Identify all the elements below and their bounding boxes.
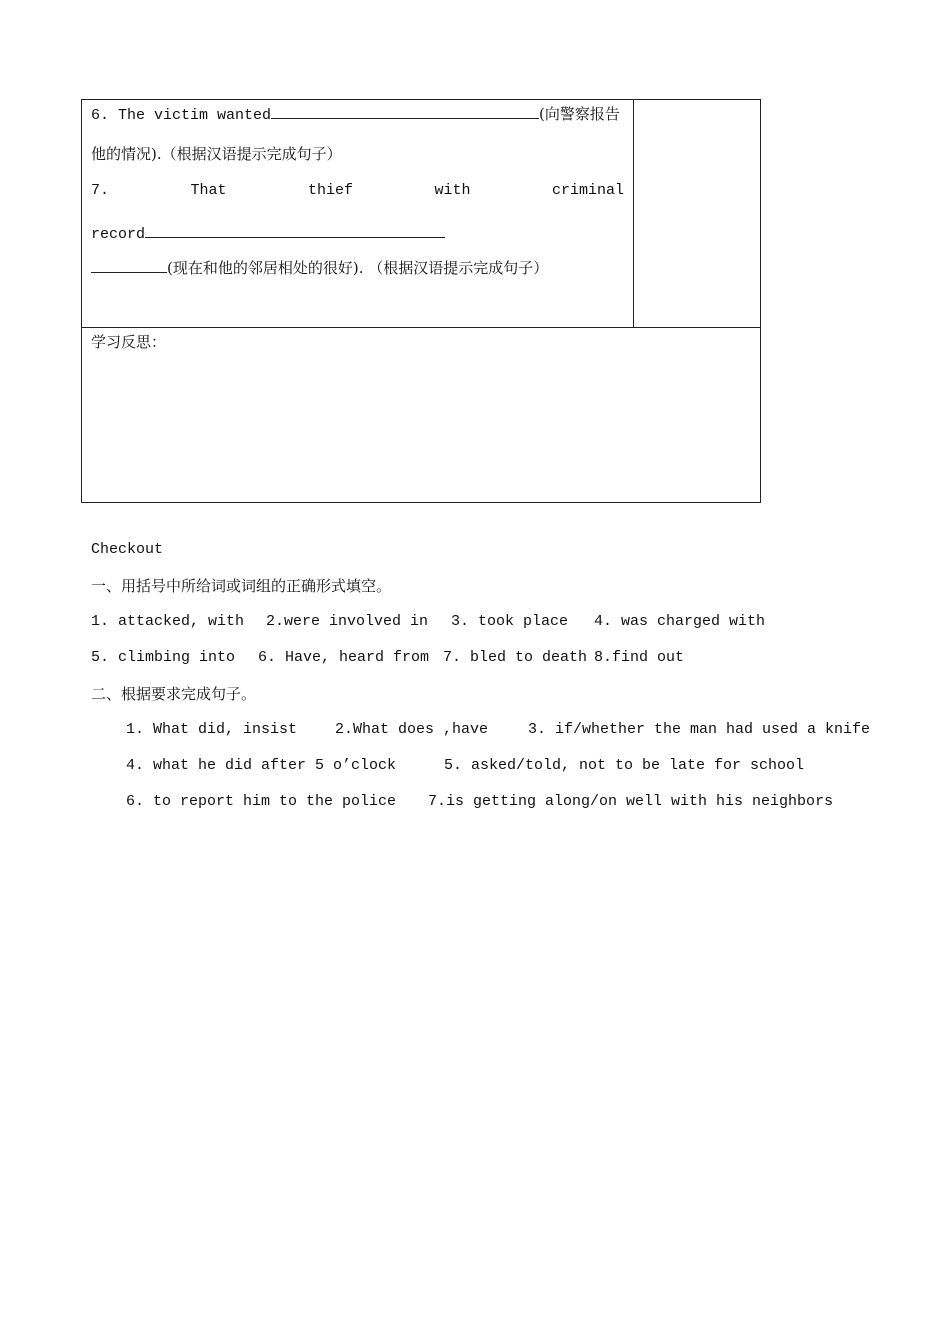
section-2-answer: 3. if/whether the man had used a knife xyxy=(528,721,871,738)
section-2-heading: 二、根据要求完成句子。 xyxy=(91,685,257,703)
checkout-title: Checkout xyxy=(91,541,164,558)
question-7-word: with xyxy=(434,182,471,199)
exercise-table xyxy=(81,99,761,328)
reflection-label: 学习反思： xyxy=(91,333,167,351)
section-2-answer: 1. What did, insist xyxy=(126,721,298,738)
section-1-answer: 6. Have, heard from xyxy=(258,649,430,666)
question-7-word: 7. xyxy=(91,182,110,199)
table-column-divider xyxy=(633,99,634,328)
question-6-line-1 xyxy=(91,103,620,126)
question-7-word: thief xyxy=(307,182,353,199)
section-1-answer: 4. was charged with xyxy=(594,613,766,630)
question-7-hint: (现在和他的邻居相处的很好). （根据汉语提示完成句子） xyxy=(167,259,549,277)
question-7-record: record xyxy=(91,226,146,243)
section-2-answer: 5. asked/told, not to be late for school xyxy=(444,757,805,774)
section-1-answer: 7. bled to death xyxy=(443,649,588,666)
question-6-blank[interactable] xyxy=(271,103,539,119)
section-1-answer: 2.were involved in xyxy=(266,613,429,630)
question-6-prefix: 6. The victim wanted xyxy=(91,107,272,124)
section-1-answer: 8.find out xyxy=(594,649,685,666)
question-7-word: That xyxy=(190,182,227,199)
reflection-box xyxy=(81,327,761,503)
question-7-blank[interactable] xyxy=(145,222,445,238)
question-7-blank-2[interactable] xyxy=(91,257,167,273)
question-7-line-3 xyxy=(91,257,548,278)
question-6-hint-a: (向警察报告 xyxy=(539,105,620,123)
section-2-answer: 6. to report him to the police xyxy=(126,793,397,810)
section-2-answer: 2.What does ,have xyxy=(335,721,489,738)
section-2-answer: 4. what he did after 5 o’clock xyxy=(126,757,397,774)
section-1-answer: 1. attacked, with xyxy=(91,613,245,630)
question-6-line-2 xyxy=(91,144,342,164)
question-7-line-2 xyxy=(91,222,445,245)
section-1-heading: 一、用括号中所给词或词组的正确形式填空。 xyxy=(91,577,392,595)
section-2-answer: 7.is getting along/on well with his neighbors xyxy=(428,793,834,810)
question-7-word: criminal xyxy=(551,182,624,199)
question-7-line-1 xyxy=(91,181,624,201)
question-6-hint-b: 他的情况).（根据汉语提示完成句子） xyxy=(91,145,342,163)
section-1-answer: 5. climbing into xyxy=(91,649,236,666)
section-1-answer: 3. took place xyxy=(451,613,569,630)
